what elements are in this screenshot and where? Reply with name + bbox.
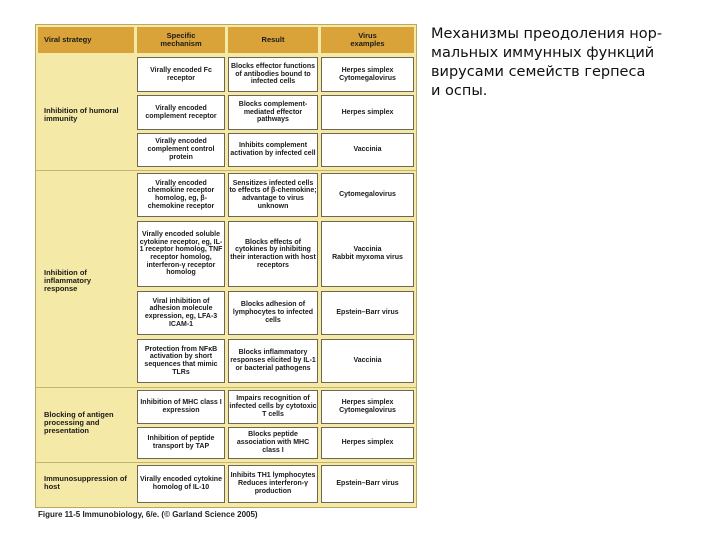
mechanism-cell: Virally encoded Fc receptor	[137, 57, 225, 92]
mechanism-cell: Inhibition of peptide transport by TAP	[137, 427, 225, 459]
strategy-humoral: Inhibition of humoral immunity	[44, 105, 119, 123]
result-cell: Blocks peptide association with MHC class I	[228, 427, 318, 459]
examples-cell: Epstein–Barr virus	[321, 465, 414, 503]
result-cell: Inhibits TH1 lymphocytes Reduces interferon-γ production	[228, 465, 318, 503]
mechanism-cell: Virally encoded complement receptor	[137, 95, 225, 130]
figure-caption: Figure 11-5 Immunobiology, 6/e. (© Garland Science 2005)	[38, 510, 258, 519]
title-line: и оспы.	[431, 83, 488, 99]
group-separator	[36, 462, 416, 463]
mechanism-cell: Protection from NFκB activation by short sequences that mimic TLRs	[137, 339, 225, 383]
result-cell: Inhibits complement activation by infected cell	[228, 133, 318, 167]
header-strategy: Viral strategy	[38, 27, 134, 53]
examples-cell: Cytomegalovirus	[321, 173, 414, 217]
result-cell: Blocks complement-mediated effector pathways	[228, 95, 318, 130]
examples-cell: Herpes simplex Cytomegalovirus	[321, 57, 414, 92]
header-mechanism: Specific mechanism	[137, 27, 225, 53]
examples-cell: Herpes simplex	[321, 95, 414, 130]
mechanism-cell: Virally encoded complement control protein	[137, 133, 225, 167]
examples-cell: Herpes simplex	[321, 427, 414, 459]
strategy-immunosuppression: Immunosuppression of host	[44, 473, 127, 491]
mechanism-cell: Virally encoded cytokine homolog of IL-10	[137, 465, 225, 503]
examples-cell: Epstein–Barr virus	[321, 291, 414, 335]
slide-title	[431, 25, 701, 101]
title-line: мальных иммунных функций	[431, 45, 655, 61]
result-cell: Blocks effects of cytokines by inhibiting their interaction with host receptors	[228, 221, 318, 287]
strategy-antigen: Blocking of antigen processing and presentation	[44, 409, 114, 436]
examples-cell: Vaccinia	[321, 339, 414, 383]
group-separator	[36, 387, 416, 388]
mechanism-cell: Inhibition of MHC class I expression	[137, 390, 225, 424]
result-cell: Blocks effector functions of antibodies bound to infected cells	[228, 57, 318, 92]
mechanism-cell: Virally encoded chemokine receptor homolog, eg, β-chemokine receptor	[137, 173, 225, 217]
strategy-inflammatory: Inhibition of inflammatory response	[44, 267, 92, 294]
examples-cell: Vaccinia	[321, 133, 414, 167]
virus-strategy-table	[35, 24, 417, 508]
result-cell: Impairs recognition of infected cells by cytotoxic T cells	[228, 390, 318, 424]
mechanism-cell: Viral inhibition of adhesion molecule expression, eg, LFA-3 ICAM-1	[137, 291, 225, 335]
examples-cell: Herpes simplex Cytomegalovirus	[321, 390, 414, 424]
header-examples: Virus examples	[321, 27, 414, 53]
result-cell: Blocks adhesion of lymphocytes to infected cells	[228, 291, 318, 335]
group-separator	[36, 170, 416, 171]
examples-cell: Vaccinia Rabbit myxoma virus	[321, 221, 414, 287]
header-result: Result	[228, 27, 318, 53]
title-line: Механизмы преодоления нор-	[431, 26, 663, 42]
result-cell: Blocks inflammatory responses elicited by IL-1 or bacterial pathogens	[228, 339, 318, 383]
mechanism-cell: Virally encoded soluble cytokine receptor, eg, IL-1 receptor homolog, TNF receptor homolog, interferon-γ receptor homolog	[137, 221, 225, 287]
result-cell: Sensitizes infected cells to effects of β-chemokine; advantage to virus unknown	[228, 173, 318, 217]
title-line: вирусами семейств герпеса	[431, 64, 646, 80]
